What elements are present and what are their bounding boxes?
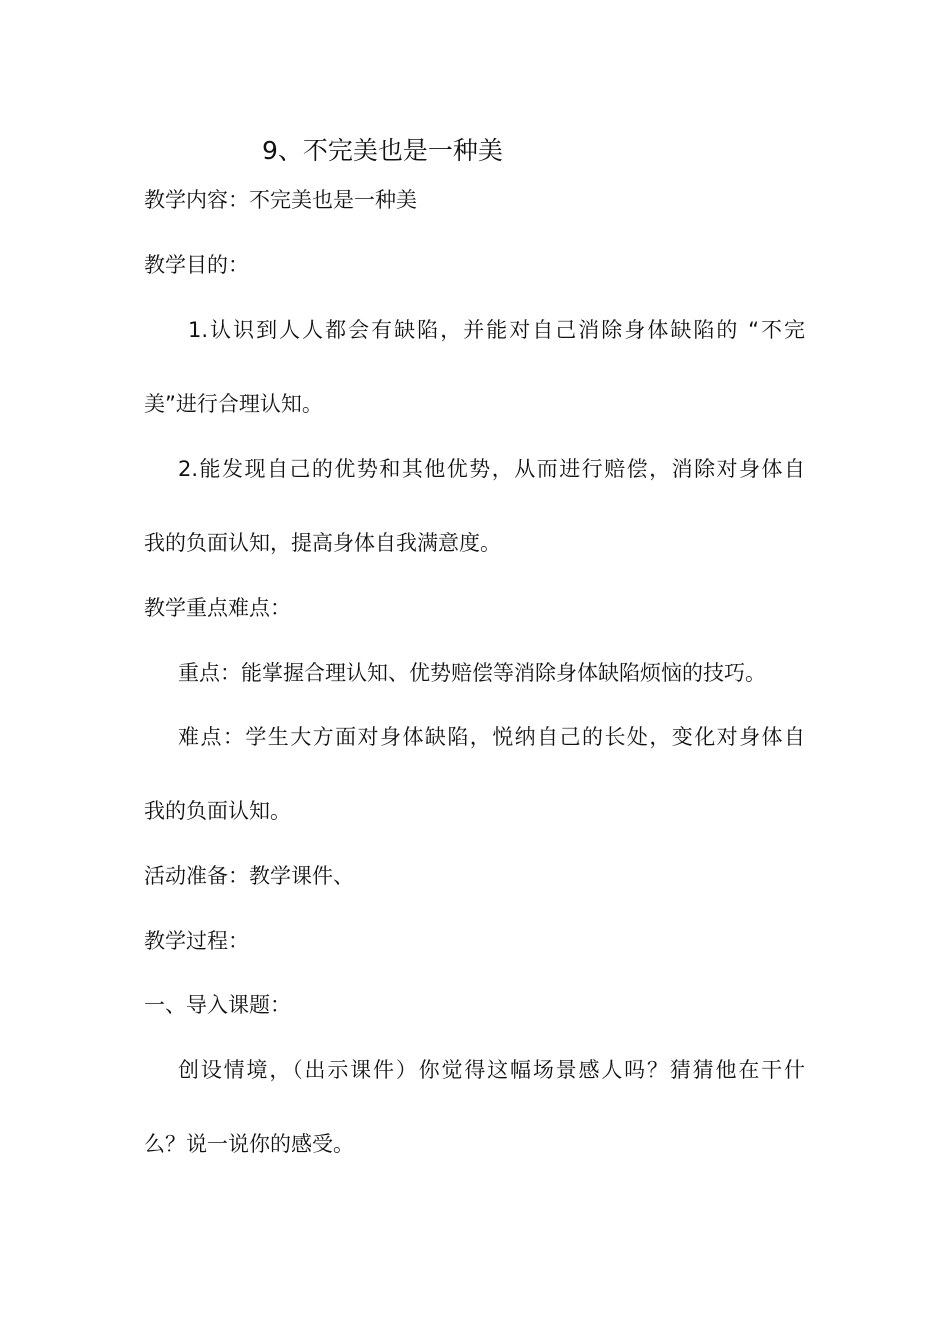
- scenario-line-2: 么？说一说你的感受。: [144, 1132, 354, 1156]
- teaching-goal-heading: 教学目的：: [144, 253, 249, 277]
- goal-2-line-1: 2.能发现自己的优势和其他优势，从而进行赔偿，消除对身体自: [178, 457, 805, 481]
- activity-prep-line: 活动准备：教学课件、: [144, 864, 354, 888]
- key-points-heading: 教学重点难点：: [144, 596, 291, 620]
- document-title: 9、不完美也是一种美: [262, 136, 503, 165]
- section-1-heading: 一、导入课题：: [144, 993, 291, 1017]
- goal-2-line-2: 我的负面认知，提高身体自我满意度。: [144, 531, 501, 555]
- teaching-process-heading: 教学过程：: [144, 929, 249, 953]
- goal-1-line-2: 美”进行合理认知。: [144, 392, 323, 416]
- difficult-point-line-2: 我的负面认知。: [144, 799, 291, 823]
- difficult-point-line-1: 难点：学生大方面对身体缺陷，悦纳自己的长处，变化对身体自: [178, 725, 805, 749]
- teaching-content-line: 教学内容：不完美也是一种美: [144, 188, 417, 212]
- goal-1-line-1: 1.认识到人人都会有缺陷，并能对自己消除身体缺陷的 “不完: [188, 318, 805, 342]
- key-point-line: 重点：能掌握合理认知、优势赔偿等消除身体缺陷烦恼的技巧。: [178, 661, 766, 685]
- scenario-line-1: 创设情境，（出示课件）你觉得这幅场景感人吗？猜猜他在干什: [178, 1058, 805, 1082]
